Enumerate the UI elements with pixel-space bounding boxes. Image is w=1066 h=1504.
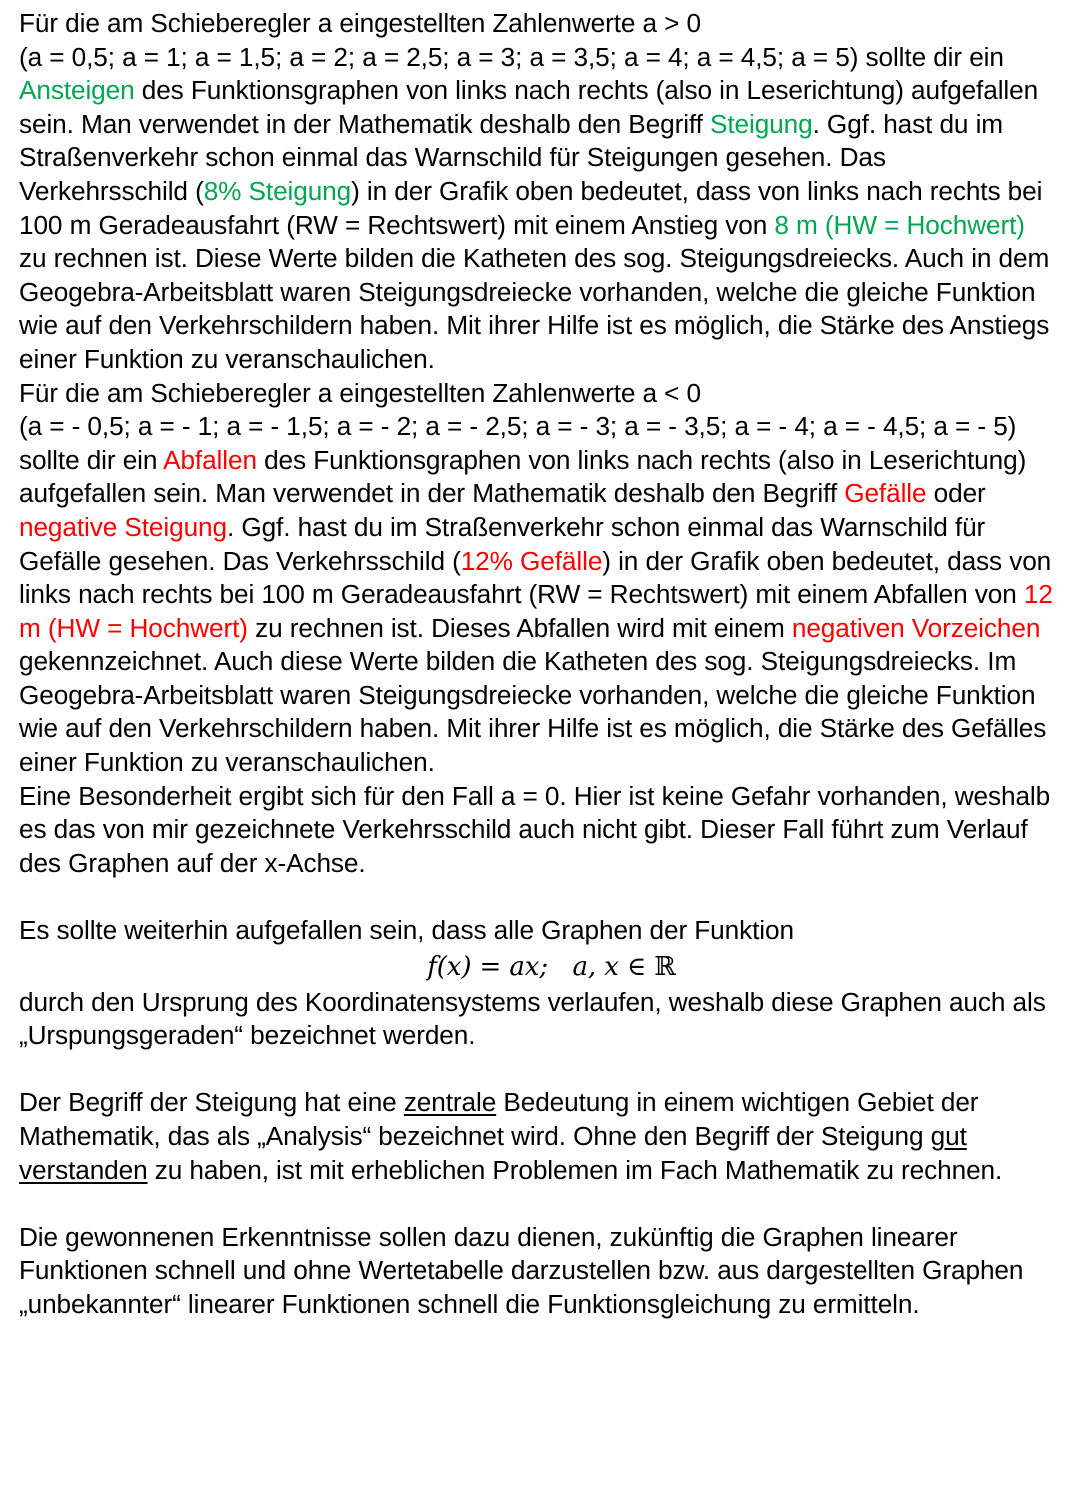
- text-run: zu rechnen ist. Dieses Abfallen wird mit einem: [247, 612, 792, 643]
- text-run: zu haben, ist mit erheblichen Problemen im Fach Mathematik zu rechnen.: [147, 1154, 1003, 1185]
- highlight-negatives-vorzeichen: negativen Vorzeichen: [791, 612, 1041, 643]
- highlight-8-percent: 8% Steigung: [203, 175, 352, 206]
- text-line: Für die am Schieberegler a eingestellten Zahlenwerte a < 0: [19, 377, 702, 408]
- text-run: ) in der Grafik oben bedeutet, dass von links nach rechts bei 100 m Geradeausfahrt (RW = Rechtswert) mit einem Abfallen von: [19, 545, 1052, 610]
- highlight-gefaelle: Gefälle: [844, 478, 927, 509]
- underlined-gut-verstanden: gut verstanden: [19, 1121, 967, 1185]
- highlight-12-m: 12 m (HW = Hochwert): [19, 579, 1053, 643]
- text-run: (a = 0,5; a = 1; a = 1,5; a = 2; a = 2,5; a = 3; a = 3,5; a = 4; a = 4,5; a = 5) sollte dir ein: [19, 41, 1004, 72]
- highlight-abfallen: Abfallen: [163, 444, 257, 475]
- text-run: . Ggf. hast du im Straßenverkehr schon einmal das Warnschild für Gefälle gesehen. Das Verkehrsschild (: [19, 511, 986, 576]
- function-formula: [19, 948, 1054, 986]
- highlight-8-m: 8 m (HW = Hochwert): [774, 209, 1025, 240]
- formula-right: a, x ∈: [572, 951, 647, 982]
- text-run: des Funktionsgraphen von links nach rechts (also in Leserichtung) aufgefallen sein. Man verwendet in der Mathematik deshalb den Begriff: [19, 75, 1039, 139]
- text-run: . Ggf. hast du im Straßenverkehr schon einmal das Warnschild für Steigungen gesehen. Das Verkehrsschild (: [19, 108, 1004, 206]
- paragraph-negative-slope: [19, 377, 1054, 780]
- text-run: des Funktionsgraphen von links nach rechts (also in Leserichtung) aufgefallen sein. Man verwendet in der Mathematik deshalb den Begriff: [19, 444, 1027, 509]
- paragraph-conclusion: Die gewonnenen Erkenntnisse sollen dazu dienen, zukünftig die Graphen linearer Funktionen schnell und ohne Wertetabelle darzustellen bzw. aus dargestellten Graphen „unbekannter“ linearer Funktionen schnell die Funktionsgleichung zu ermitteln.: [19, 1221, 1024, 1319]
- underlined-zentrale: zentrale: [403, 1087, 497, 1118]
- paragraph-origin-intro: Es sollte weiterhin aufgefallen sein, dass alle Graphen der Funktion: [19, 915, 794, 946]
- paragraph-analysis: [19, 1086, 1054, 1187]
- text-run: zu rechnen ist. Diese Werte bilden die Katheten des sog. Steigungsdreiecks. Auch in dem Geogebra-Arbeitsblatt waren Steigungsdreiecke vorhanden, welche die gleiche Funktion wie auf den Verkehrschildern haben. Mit ihrer Hilfe ist es möglich, die Stärke des Anstiegs einer Funktion zu veranschaulichen.: [19, 243, 1050, 374]
- formula-left: f(x) = ax;: [427, 951, 548, 982]
- text-run: ) in der Grafik oben bedeutet, dass von links nach rechts bei 100 m Geradeausfahrt (RW = Rechtswert) mit einem Anstieg von: [19, 175, 1043, 240]
- text-run: (a = - 0,5; a = - 1; a = - 1,5; a = - 2; a = - 2,5; a = - 3; a = - 3,5; a = - 4; a = - 4,5; a = - 5) sollte dir ein: [19, 411, 1017, 475]
- highlight-12-percent: 12% Gefälle: [460, 545, 603, 576]
- paragraph-spacer: [19, 1187, 1054, 1221]
- text-run: Der Begriff der Steigung hat eine: [19, 1087, 404, 1118]
- text-run: oder: [926, 478, 986, 509]
- paragraph-zero-case: Eine Besonderheit ergibt sich für den Fall a = 0. Hier ist keine Gefahr vorhanden, weshalb es das von mir gezeichnete Verkehrsschild auch nicht gibt. Dieser Fall führt zum Verlauf des Graphen auf der x-Achse.: [19, 780, 1051, 878]
- text-run: gekennzeichnet. Auch diese Werte bilden die Katheten des sog. Steigungsdreiecks. Im Geogebra-Arbeitsblatt waren Steigungsdreiecke vorhanden, welche die gleiche Funktion wie auf den Verkehrschildern haben. Mit ihrer Hilfe ist es möglich, die Stärke des Gefälles einer Funktion zu veranschaulichen.: [19, 646, 1047, 778]
- paragraph-spacer: [19, 880, 1054, 914]
- paragraph-origin-outro: durch den Ursprung des Koordinatensystems verlaufen, weshalb diese Graphen auch als „Urspungsgeraden“ bezeichnet werden.: [19, 986, 1046, 1051]
- highlight-negative-steigung: negative Steigung: [19, 511, 227, 542]
- real-numbers-symbol: ℝ: [654, 951, 676, 982]
- document-page: [19, 7, 1054, 1322]
- text-run: Bedeutung in einem wichtigen Gebiet der Mathematik, das als „Analysis“ bezeichnet wird. Ohne den Begriff der Steigung: [19, 1087, 979, 1151]
- paragraph-spacer: [19, 1053, 1054, 1087]
- text-line: Für die am Schieberegler a eingestellten Zahlenwerte a > 0: [19, 8, 702, 38]
- highlight-ansteigen: Ansteigen: [19, 75, 135, 106]
- paragraph-positive-slope: [19, 7, 1054, 377]
- highlight-steigung: Steigung: [709, 108, 813, 139]
